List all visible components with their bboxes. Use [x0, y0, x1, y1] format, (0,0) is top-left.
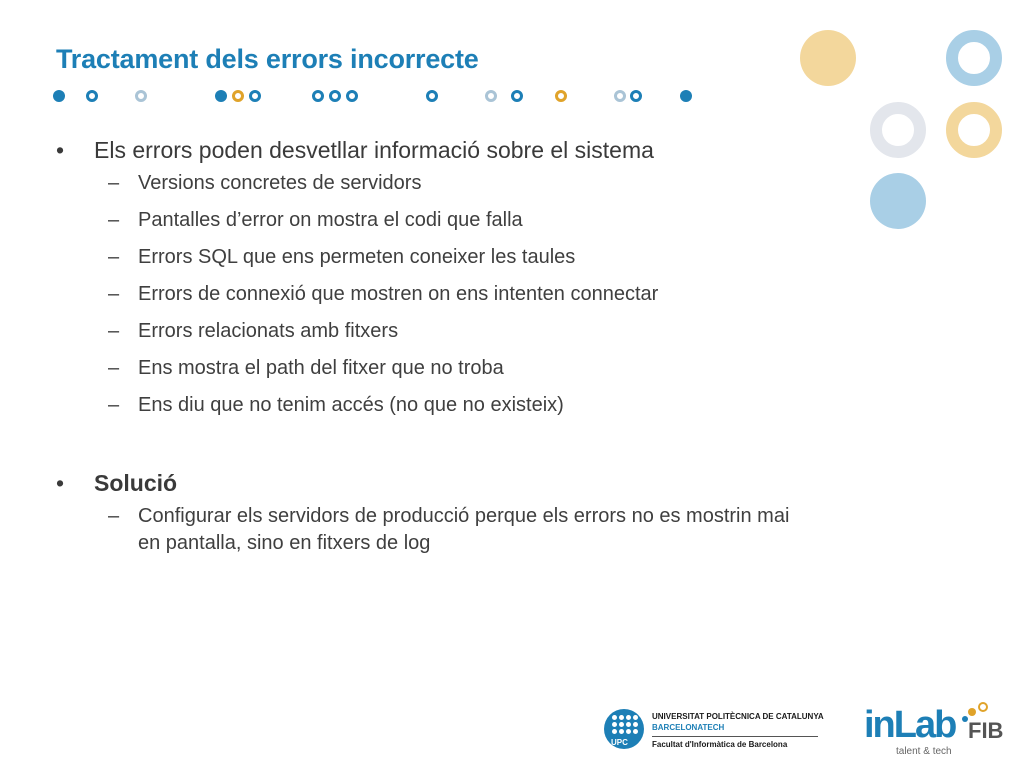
upc-line3: Facultat d'Informàtica de Barcelona [652, 740, 788, 749]
decorative-dot-row [0, 0, 720, 110]
circle-decoration [870, 173, 926, 229]
dot-decoration [346, 90, 358, 102]
sub-item: – Ens mostra el path del fitxer que no troba [108, 357, 504, 379]
dot-decoration [329, 90, 341, 102]
dot-decoration [614, 90, 626, 102]
dot-decoration [485, 90, 497, 102]
sub-item: – Errors relacionats amb fitxers [108, 320, 399, 342]
circle-decoration [800, 30, 856, 86]
upc-badge-text: UPC [611, 738, 628, 747]
sub-item: – Errors SQL que ens permeten coneixer les taules [108, 246, 576, 268]
dot-decoration [232, 90, 244, 102]
upc-emblem-icon [604, 709, 644, 749]
upc-name [652, 711, 824, 750]
upc-line2: BARCELONATECH [652, 723, 725, 732]
dot-decoration [680, 90, 692, 102]
sub-item: – Pantalles d’error on mostra el codi que falla [108, 209, 523, 231]
sub-item: – Ens diu que no tenim accés (no que no existeix) [108, 394, 564, 416]
circle-decoration [946, 102, 1002, 158]
dot-decoration [978, 702, 988, 712]
dot-decoration [511, 90, 523, 102]
dot-decoration [968, 708, 976, 716]
slide-body [56, 134, 856, 567]
dot-decoration [86, 90, 98, 102]
dot-decoration [53, 90, 65, 102]
sub-item: – Errors de connexió que mostren on ens intenten connectar [108, 283, 659, 305]
circle-decoration [870, 102, 926, 158]
bullet-mark: • [56, 470, 65, 496]
inlab-wordmark: inLab [864, 704, 956, 746]
dot-decoration [249, 90, 261, 102]
inlab-logo [864, 700, 1014, 760]
sub-item: – Versions concretes de servidors [108, 172, 422, 194]
bullet-text: Els errors poden desvetllar informació sobre el sistema [94, 137, 654, 163]
dot-decoration [312, 90, 324, 102]
sub-list [56, 170, 856, 419]
dot-decoration [630, 90, 642, 102]
upc-line1: UNIVERSITAT POLITÈCNICA DE CATALUNYA [652, 712, 824, 721]
bullet-mark: • [56, 137, 65, 163]
dot-decoration [135, 90, 147, 102]
fib-wordmark: FIB [968, 718, 1004, 743]
bullet-text: Solució [94, 470, 178, 496]
upc-logo [604, 705, 824, 751]
inlab-tagline: talent & tech [896, 746, 952, 757]
dot-decoration [555, 90, 567, 102]
slide-title: Tractament dels errors incorrecte [56, 44, 479, 74]
bullet-item [56, 467, 856, 499]
bullet-item [56, 134, 856, 166]
dot-decoration [215, 90, 227, 102]
circle-decoration [946, 30, 1002, 86]
sub-list [56, 503, 856, 557]
dot-decoration [426, 90, 438, 102]
sub-item: – Configurar els servidors de producció perque els errors no es mostrin mai en pantalla, sino en fitxers de log [108, 505, 790, 554]
